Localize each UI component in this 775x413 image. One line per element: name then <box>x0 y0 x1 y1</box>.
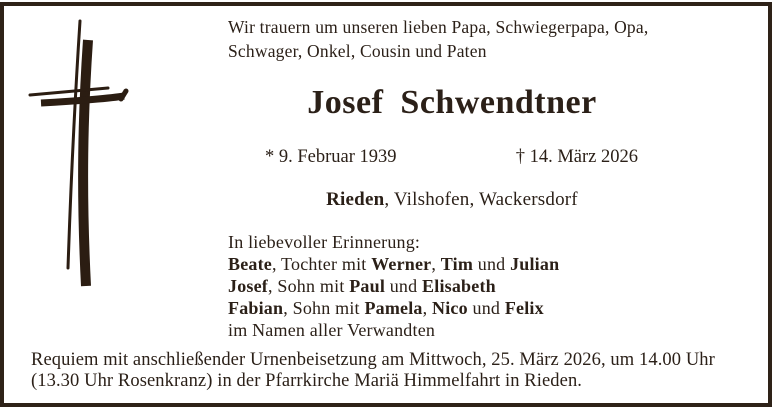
memorial-line-daughter: Beate, Tochter mit Werner, Tim und Julian <box>228 254 560 274</box>
deceased-name: Josef Schwendtner <box>307 84 597 121</box>
memorial-line-son-2: Fabian, Sohn mit Pamela, Nico und Felix <box>228 298 544 318</box>
funeral-line-1: Requiem mit anschließender Urnenbeisetzung am Mittwoch, 25. März 2026, um 14.00 Uhr <box>31 350 715 370</box>
memorial-heading: In liebevoller Erinnerung: <box>228 232 421 252</box>
memorial-closing: im Namen aller Verwandten <box>228 320 436 340</box>
cross-icon <box>28 18 138 303</box>
memorial-block <box>228 231 668 341</box>
places-line: Rieden, Vilshofen, Wackersdorf <box>326 189 578 210</box>
birth-date: * 9. Februar 1939 <box>265 147 397 167</box>
intro-line-2: Schwager, Onkel, Cousin und Paten <box>228 41 487 61</box>
funeral-line-2: (13.30 Uhr Rosenkranz) in der Pfarrkirche Mariä Himmelfahrt in Rieden. <box>31 370 583 391</box>
memorial-line-son-1: Josef, Sohn mit Paul und Elisabeth <box>228 276 496 296</box>
funeral-info <box>31 350 766 391</box>
death-date: † 14. März 2026 <box>515 147 638 167</box>
life-dates <box>265 147 638 168</box>
intro-line-1: Wir trauern um unseren lieben Papa, Schwiegerpapa, Opa, <box>228 17 649 37</box>
